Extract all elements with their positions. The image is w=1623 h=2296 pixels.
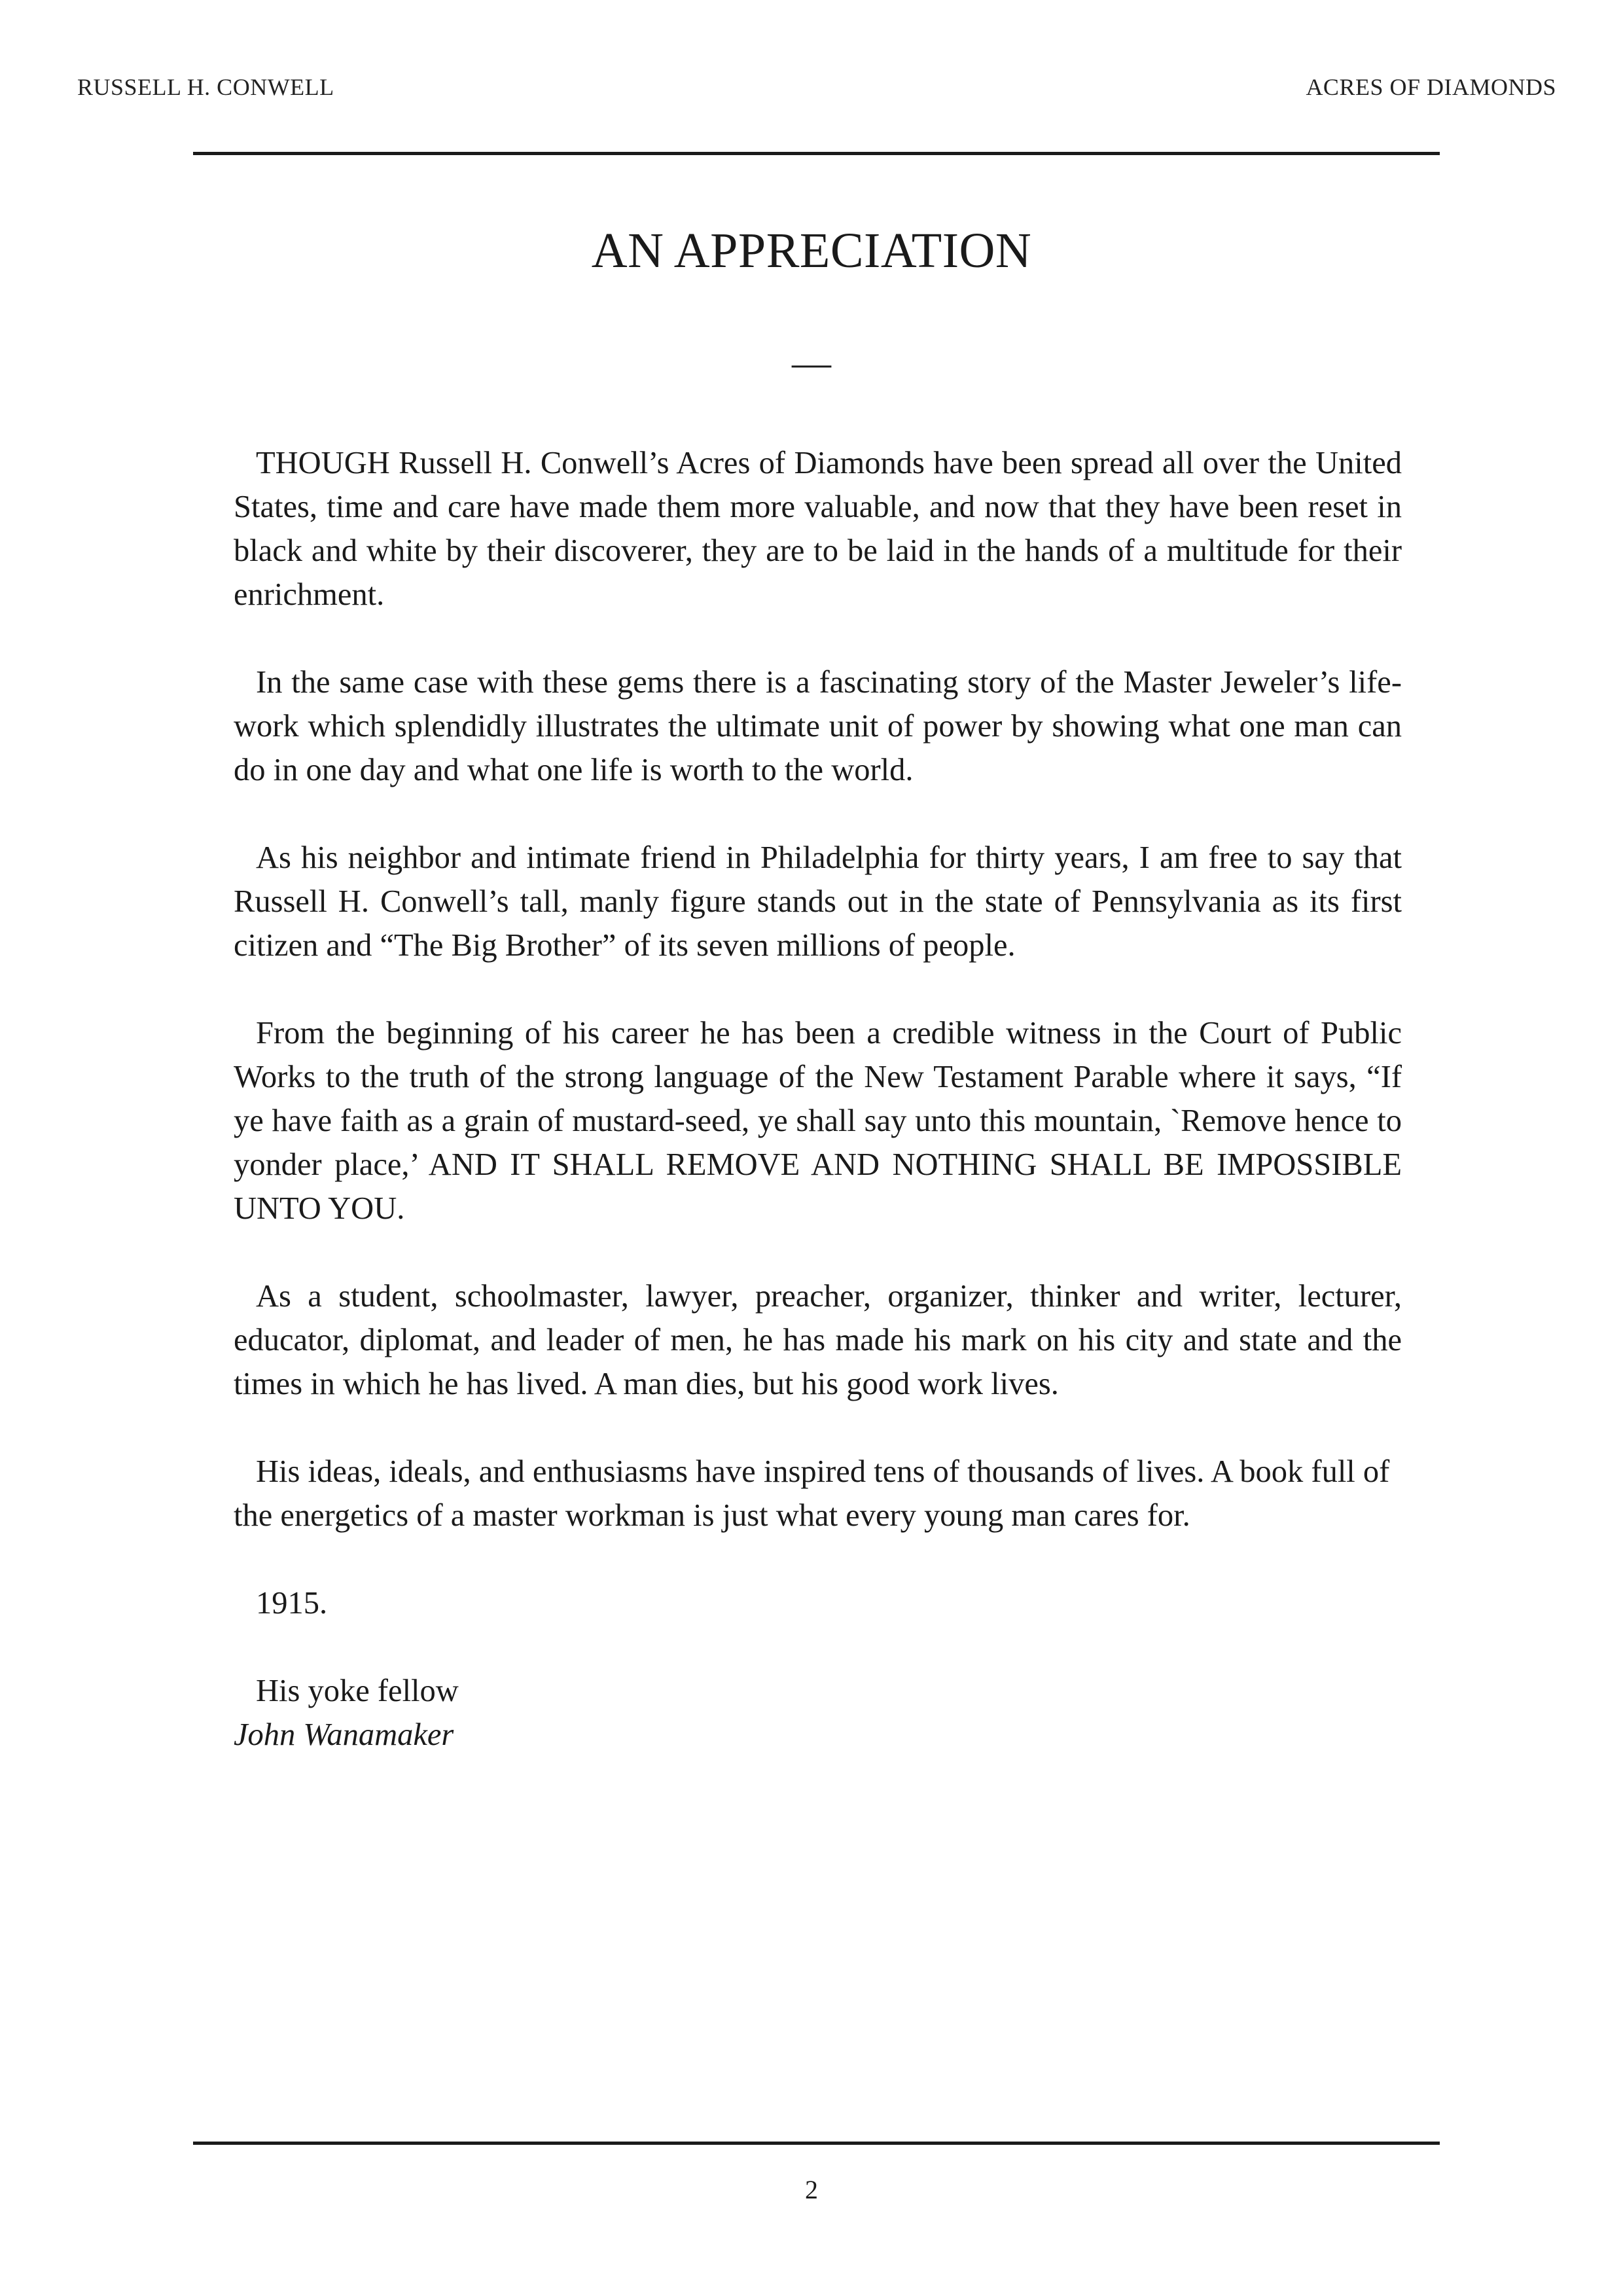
header-rule — [193, 152, 1440, 155]
footer-rule — [193, 2142, 1440, 2145]
body-text — [234, 441, 1402, 1757]
signature-closing: His yoke fellow — [256, 1674, 459, 1708]
title-separator: — — [792, 341, 831, 384]
year: 1915. — [256, 1586, 328, 1621]
running-head-book-title: ACRES OF DIAMONDS — [1306, 74, 1556, 100]
paragraph-1: THOUGH Russell H. Conwell’s Acres of Diamonds have been spread all over the United States, time and care have made them more valuable, and now that they have been reset in black and white by their discoverer, they are to be laid in the hands of a multitude for their enrichment. — [234, 446, 1402, 612]
page-number: 2 — [805, 2175, 818, 2204]
signature-name: John Wanamaker — [234, 1717, 454, 1752]
paragraph-3: As his neighbor and intimate friend in Philadelphia for thirty years, I am free to say that Russell H. Conwell’s tall, manly figure stands out in the state of Pennsylvania as its first citizen and “The Big Brother” of its seven millions of people. — [234, 840, 1402, 963]
paragraph-5: As a student, schoolmaster, lawyer, preacher, organizer, thinker and writer, lecturer, educator, diplomat, and leader of men, he has made his mark on his city and state and the times in which he has lived. A man dies, but his good work lives. — [234, 1279, 1402, 1401]
paragraph-6: His ideas, ideals, and enthusiasms have inspired tens of thousands of lives. A book full of the energetics of a master workman is just what every young man cares for. — [234, 1454, 1390, 1533]
paragraph-4: From the beginning of his career he has been a credible witness in the Court of Public Works to the truth of the strong language of the New Testament Parable where it says, “If ye have faith as a grain of mustard-seed, ye shall say unto this mountain, `Remove hence to yonder place,’ AND IT SHALL REMOVE AND NOTHING SHALL BE IMPOSSIBLE UNTO YOU. — [234, 1016, 1402, 1226]
running-head-author: RUSSELL H. CONWELL — [77, 74, 334, 100]
chapter-title: AN APPRECIATION — [591, 223, 1032, 278]
paragraph-2: In the same case with these gems there is a fascinating story of the Master Jeweler’s life-work which splendidly illustrates the ultimate unit of power by showing what one man can do in one day and what one life is worth to the world. — [234, 665, 1402, 787]
